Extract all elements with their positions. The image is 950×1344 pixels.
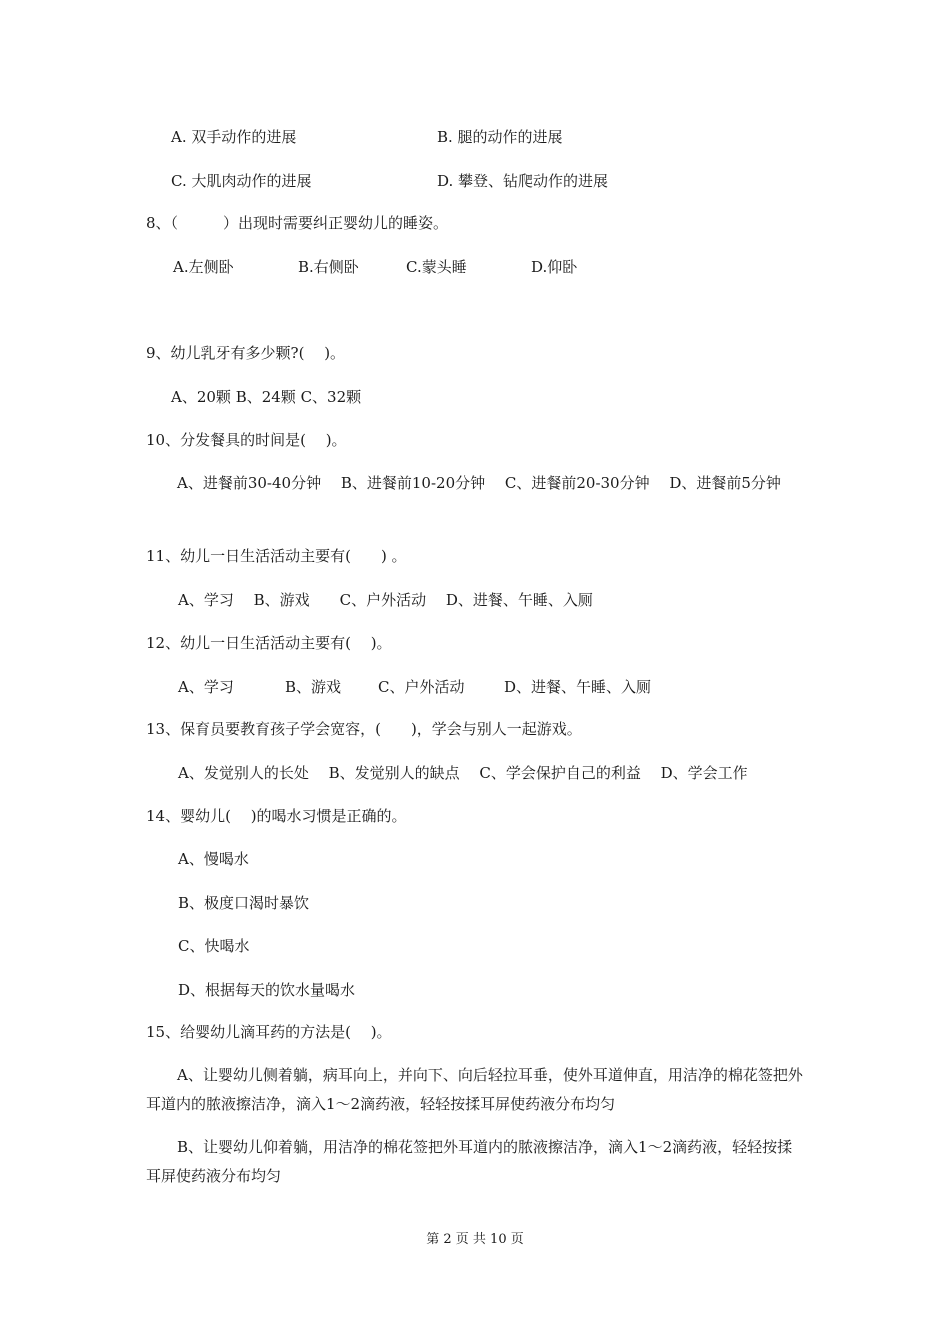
- q8-option-d: D.仰卧: [531, 258, 578, 276]
- q12-option-b: B、游戏: [285, 678, 342, 696]
- q10-options: A、进餐前30-40分钟 B、进餐前10-20分钟 C、进餐前20-30分钟 D、进餐前5分钟: [177, 474, 781, 492]
- q15-option-b: B、让婴幼儿仰着躺，用洁净的棉花签把外耳道内的脓液擦洁净，滴入1～2滴药液，轻轻按揉耳屏使药液分布均匀: [146, 1138, 793, 1185]
- q14-option-a: A、慢喝水: [178, 850, 249, 868]
- q8-option-a: A.左侧卧: [173, 258, 234, 276]
- q15-option-a: A、让婴幼儿侧着躺，病耳向上，并向下、向后轻拉耳垂，使外耳道伸直，用洁净的棉花签把外耳道内的脓液擦洁净，滴入1～2滴药液，轻轻按揉耳屏使药液分布均匀: [146, 1066, 803, 1113]
- q12-stem: 12、幼儿一日生活活动主要有( )。: [146, 634, 392, 652]
- q11-stem: 11、幼儿一日生活活动主要有( ) 。: [146, 547, 407, 565]
- q14-option-d: D、根据每天的饮水量喝水: [178, 981, 356, 999]
- page-number-footer: 第 2 页 共 10 页: [426, 1232, 524, 1247]
- q13-options: A、发觉别人的长处 B、发觉别人的缺点 C、学会保护自己的利益 D、学会工作: [178, 764, 748, 782]
- q8-stem: 8、（ ）出现时需要纠正婴幼儿的睡姿。: [146, 214, 449, 232]
- q7-option-d: D. 攀登、钻爬动作的进展: [437, 172, 609, 190]
- q14-option-c: C、快喝水: [178, 937, 250, 955]
- q9-stem: 9、幼儿乳牙有多少颗?( )。: [146, 344, 346, 362]
- q13-stem: 13、保育员要教育孩子学会宽容，( )，学会与别人一起游戏。: [146, 720, 582, 738]
- q8-option-b: B.右侧卧: [298, 258, 359, 276]
- q7-option-b: B. 腿的动作的进展: [437, 128, 563, 146]
- q7-option-a: A. 双手动作的进展: [171, 128, 297, 146]
- q12-option-d: D、进餐、午睡、入厕: [504, 678, 652, 696]
- q11-options: A、学习 B、游戏 C、户外活动 D、进餐、午睡、入厕: [178, 591, 593, 609]
- q8-option-c: C.蒙头睡: [406, 258, 467, 276]
- q15-stem: 15、给婴幼儿滴耳药的方法是( )。: [146, 1023, 392, 1041]
- q14-option-b: B、极度口渴时暴饮: [178, 894, 310, 912]
- q14-stem: 14、婴幼儿( )的喝水习惯是正确的。: [146, 807, 407, 825]
- q7-option-c: C. 大肌肉动作的进展: [171, 172, 312, 190]
- q9-options: A、20颗 B、24颗 C、32颗: [171, 388, 362, 406]
- q10-stem: 10、分发餐具的时间是( )。: [146, 431, 347, 449]
- q12-option-a: A、学习: [178, 678, 234, 696]
- q12-option-c: C、户外活动: [378, 678, 465, 696]
